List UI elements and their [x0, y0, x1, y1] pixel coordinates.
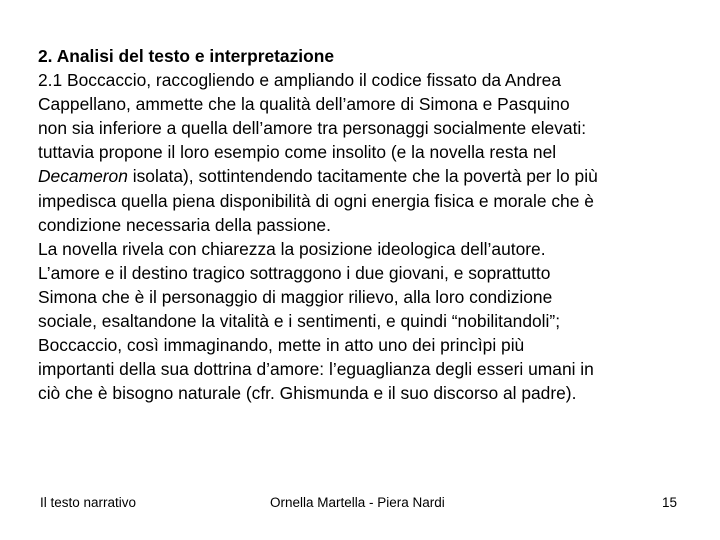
body-line: La novella rivela con chiarezza la posizione ideologica dell’autore.: [38, 238, 546, 259]
body-line: tuttavia propone il loro esempio come insolito (e la novella resta nel: [38, 142, 557, 163]
body-line: Boccaccio, così immaginando, mette in atto uno dei princìpi più: [38, 335, 525, 356]
page-number: 15: [661, 495, 677, 510]
body-line: Cappellano, ammette che la qualità dell’amore di Simona e Pasquino: [38, 94, 570, 115]
footer-authors: Ornella Martella - Piera Nardi: [270, 495, 445, 510]
body-line: ciò che è bisogno naturale (cfr. Ghismunda e il suo discorso al padre).: [38, 383, 577, 404]
body-line: Simona che è il personaggio di maggior rilievo, alla loro condizione: [38, 286, 553, 307]
body-line: 2.1 Boccaccio, raccogliendo e ampliando il codice fissato da Andrea: [38, 70, 562, 91]
footer-course-title: Il testo narrativo: [40, 495, 137, 510]
body-line: non sia inferiore a quella dell’amore tra personaggi socialmente elevati:: [38, 118, 587, 139]
body-line: impedisca quella piena disponibilità di ogni energia fisica e morale che è: [38, 190, 594, 211]
body-line: sociale, esaltandone la vitalità e i sentimenti, e quindi “nobilitandoli”;: [38, 311, 561, 332]
slide-title: 2. Analisi del testo e interpretazione: [38, 46, 335, 66]
body-line: [38, 164, 688, 188]
body-line: importanti della sua dottrina d’amore: l’eguaglianza degli esseri umani in: [38, 359, 594, 380]
body-line: L’amore e il destino tragico sottraggono i due giovani, e soprattutto: [38, 262, 551, 283]
book-title-italic: Decameron: [38, 166, 128, 187]
body-line-text: isolata), sottintendendo tacitamente che la povertà per lo più: [127, 166, 598, 187]
body-line: condizione necessaria della passione.: [38, 214, 331, 235]
slide-body: [38, 44, 688, 405]
